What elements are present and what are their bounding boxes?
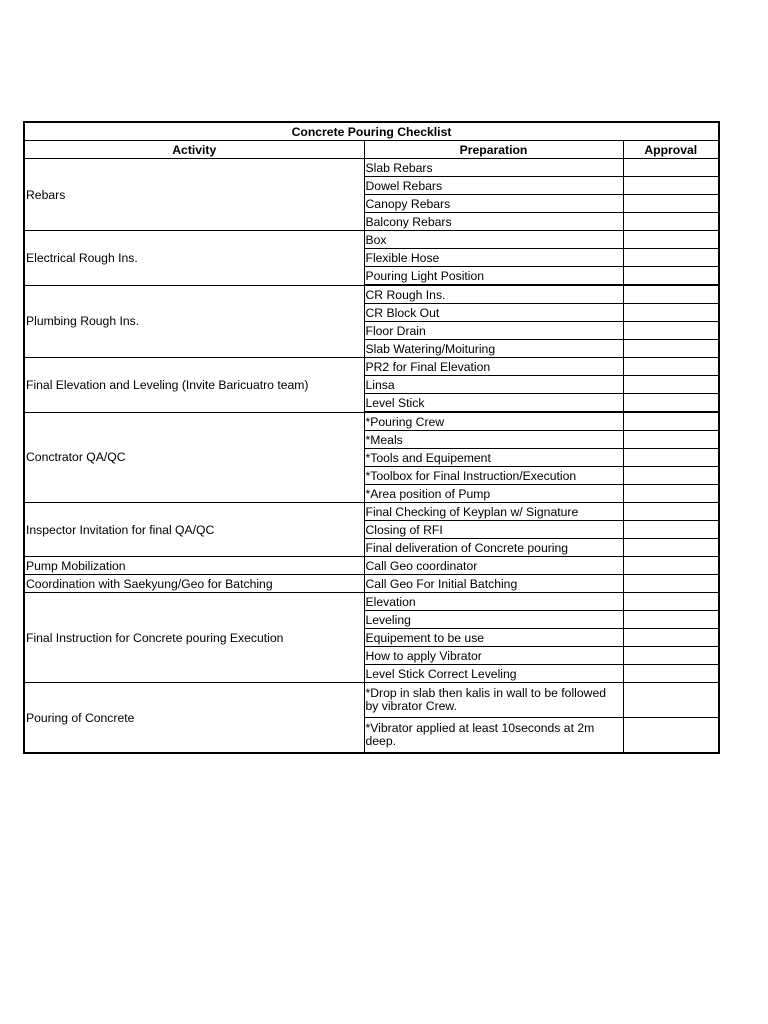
approval-cell[interactable] [623, 503, 719, 521]
approval-cell[interactable] [623, 213, 719, 231]
approval-cell[interactable] [623, 539, 719, 557]
preparation-cell: Flexible Hose [364, 249, 623, 267]
approval-cell[interactable] [623, 394, 719, 413]
activity-cell: Rebars [24, 159, 364, 231]
preparation-cell: Final deliveration of Concrete pouring [364, 539, 623, 557]
approval-cell[interactable] [623, 521, 719, 539]
preparation-cell: Equipement to be use [364, 629, 623, 647]
approval-cell[interactable] [623, 557, 719, 575]
activity-cell: Plumbing Rough Ins. [24, 285, 364, 358]
activity-cell: Electrical Rough Ins. [24, 231, 364, 286]
activity-cell: Coordination with Saekyung/Geo for Batching [24, 575, 364, 593]
approval-cell[interactable] [623, 629, 719, 647]
group-pouring-of-concrete [24, 683, 719, 754]
preparation-cell: Level Stick Correct Leveling [364, 665, 623, 683]
preparation-cell: Slab Watering/Moituring [364, 340, 623, 358]
preparation-cell: *Pouring Crew [364, 412, 623, 431]
preparation-cell: Leveling [364, 611, 623, 629]
approval-cell[interactable] [623, 575, 719, 593]
preparation-cell: Final Checking of Keyplan w/ Signature [364, 503, 623, 521]
approval-cell[interactable] [623, 485, 719, 503]
checklist-title: Concrete Pouring Checklist [24, 122, 719, 141]
approval-cell[interactable] [623, 412, 719, 431]
group-plumbing [24, 285, 719, 358]
approval-cell[interactable] [623, 249, 719, 267]
approval-cell[interactable] [623, 195, 719, 213]
approval-cell[interactable] [623, 611, 719, 629]
preparation-cell: Canopy Rebars [364, 195, 623, 213]
preparation-column-header: Preparation [364, 141, 623, 159]
preparation-cell: *Toolbox for Final Instruction/Execution [364, 467, 623, 485]
approval-cell[interactable] [623, 647, 719, 665]
preparation-cell: Call Geo For Initial Batching [364, 575, 623, 593]
group-inspector-invitation [24, 503, 719, 557]
group-contractor-qaqc [24, 412, 719, 503]
checklist-table [23, 121, 720, 754]
approval-cell[interactable] [623, 665, 719, 683]
group-pump-mobilization [24, 557, 719, 575]
group-final-elevation [24, 358, 719, 413]
approval-cell[interactable] [623, 718, 719, 754]
preparation-cell: Elevation [364, 593, 623, 611]
approval-cell[interactable] [623, 593, 719, 611]
approval-cell[interactable] [623, 431, 719, 449]
approval-cell[interactable] [623, 376, 719, 394]
approval-cell[interactable] [623, 159, 719, 177]
preparation-cell: Pouring Light Position [364, 267, 623, 286]
preparation-cell: *Meals [364, 431, 623, 449]
approval-cell[interactable] [623, 304, 719, 322]
preparation-cell: *Tools and Equipement [364, 449, 623, 467]
preparation-cell: How to apply Vibrator [364, 647, 623, 665]
preparation-cell: Level Stick [364, 394, 623, 413]
activity-cell: Pouring of Concrete [24, 683, 364, 754]
preparation-cell: Floor Drain [364, 322, 623, 340]
preparation-cell: CR Rough Ins. [364, 285, 623, 304]
approval-cell[interactable] [623, 267, 719, 286]
preparation-cell: PR2 for Final Elevation [364, 358, 623, 376]
activity-cell: Inspector Invitation for final QA/QC [24, 503, 364, 557]
approval-cell[interactable] [623, 449, 719, 467]
preparation-cell: Linsa [364, 376, 623, 394]
preparation-cell: Slab Rebars [364, 159, 623, 177]
preparation-cell: Balcony Rebars [364, 213, 623, 231]
activity-cell: Pump Mobilization [24, 557, 364, 575]
approval-cell[interactable] [623, 340, 719, 358]
group-rebars [24, 159, 719, 231]
activity-cell: Conctrator QA/QC [24, 412, 364, 503]
preparation-cell: CR Block Out [364, 304, 623, 322]
approval-cell[interactable] [623, 467, 719, 485]
approval-cell[interactable] [623, 683, 719, 718]
activity-cell: Final Elevation and Leveling (Invite Baricuatro team) [24, 358, 364, 413]
preparation-cell: *Area position of Pump [364, 485, 623, 503]
preparation-cell: *Drop in slab then kalis in wall to be followed by vibrator Crew. [364, 683, 623, 718]
group-coordination [24, 575, 719, 593]
approval-cell[interactable] [623, 231, 719, 249]
approval-column-header: Approval [623, 141, 719, 159]
preparation-cell: *Vibrator applied at least 10seconds at 2m deep. [364, 718, 623, 754]
preparation-cell: Closing of RFI [364, 521, 623, 539]
preparation-cell: Box [364, 231, 623, 249]
group-electrical [24, 231, 719, 286]
approval-cell[interactable] [623, 285, 719, 304]
group-final-instruction [24, 593, 719, 683]
approval-cell[interactable] [623, 177, 719, 195]
approval-cell[interactable] [623, 322, 719, 340]
activity-cell: Final Instruction for Concrete pouring Execution [24, 593, 364, 683]
approval-cell[interactable] [623, 358, 719, 376]
activity-column-header: Activity [24, 141, 364, 159]
preparation-cell: Dowel Rebars [364, 177, 623, 195]
preparation-cell: Call Geo coordinator [364, 557, 623, 575]
